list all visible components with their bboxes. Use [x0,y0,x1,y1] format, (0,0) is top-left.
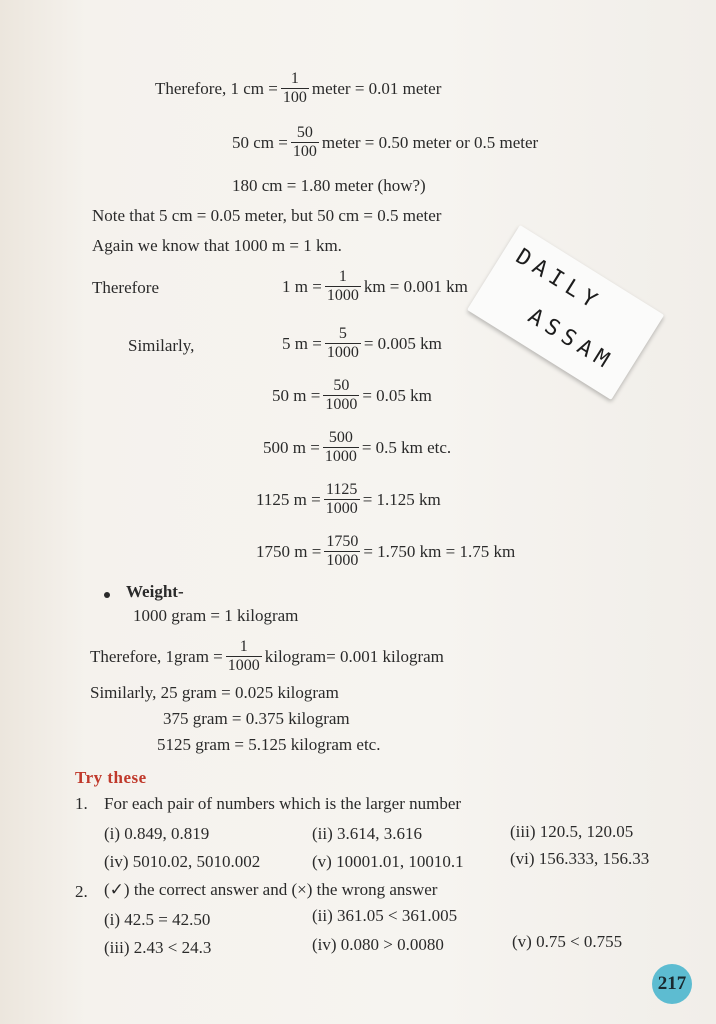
equation-180cm: 180 cm = 1.80 meter (how?) [232,176,426,195]
equation-50cm [232,124,538,161]
q2-option: (iii) 2.43 < 24.3 [104,938,212,957]
try-these-heading: Try these [75,768,147,787]
weight-5125: 5125 gram = 5.125 kilogram etc. [157,735,381,754]
equation-rhs: meter = 0.50 meter or 0.5 meter [321,132,539,152]
fraction: $\frac{1}{1000}$ [326,268,359,304]
q1-option: (vi) 156.333, 156.33 [510,849,650,868]
equation-rhs: meter = 0.01 meter [311,78,442,98]
q1-option: (v) 10001.01, 10010.1 [312,852,464,871]
fraction: $\frac{1}{1000}$ [227,638,260,674]
fraction: $\frac{1}{100}$ [282,70,307,106]
q1-number: 1. [75,794,88,813]
therefore-label: Therefore [92,278,160,297]
again-line: Again we know that 1000 m = 1 km. [92,236,342,255]
q2-number: 2. [75,882,88,901]
weight-base: 1000 gram = 1 kilogram [133,606,299,625]
q1-option: (ii) 3.614, 3.616 [312,824,423,843]
q2-option: (i) 42.5 = 42.50 [104,910,211,929]
equation-1125m: 1125 m = $\frac{1125}{1000}$ = 1.125 km [256,481,441,517]
q2-option: (ii) 361.05 < 361.005 [312,906,458,925]
q2-option: (iv) 0.080 > 0.0080 [312,935,444,954]
equation-1gram: Therefore, 1gram = $\frac{1}{1000}$ kilogram= 0.001 kilogram [90,638,444,674]
similarly-label: Similarly, [128,336,195,355]
page-number: 217 [652,964,692,1004]
fraction: $\frac{1750}{1000}$ [326,533,359,569]
fraction: $\frac{5}{1000}$ [326,325,359,361]
q1-option: (iii) 120.5, 120.05 [510,822,634,841]
fraction: $\frac{500}{1000}$ [324,429,357,465]
weight-similarly: Similarly, 25 gram = 0.025 kilogram [90,683,339,702]
fraction: $\frac{50}{100}$ [292,124,317,160]
equation-lhs: 50 cm = [232,132,288,152]
q2-option: (v) 0.75 < 0.755 [512,932,623,951]
weight-heading: Weight- [126,582,184,601]
q1-option: (i) 0.849, 0.819 [104,824,210,843]
equation-500m: 500 m = $\frac{500}{1000}$ = 0.5 km etc. [263,429,452,465]
equation-5m: 5 m = $\frac{5}{1000}$ = 0.005 km [282,325,442,361]
fraction: $\frac{1125}{1000}$ [325,481,358,517]
stamp-line-1: DAILY [511,244,607,317]
q1-option: (iv) 5010.02, 5010.002 [104,852,261,871]
equation-1750m: 1750 m = $\frac{1750}{1000}$ = 1.750 km = 1.75 km [256,533,516,569]
equation-1m: 1 m = $\frac{1}{1000}$ km = 0.001 km [282,268,468,304]
equation-lhs: Therefore, 1 cm = [155,78,278,98]
weight-375: 375 gram = 0.375 kilogram [163,709,350,728]
note-line: Note that 5 cm = 0.05 meter, but 50 cm = 0.5 meter [92,206,442,225]
q2-text: (✓) the correct answer and (×) the wrong answer [104,880,438,899]
stamp-line-2: ASSAM [523,303,619,377]
bullet-icon [104,592,110,598]
equation-1cm [155,70,441,107]
equation-50m: 50 m = $\frac{50}{1000}$ = 0.05 km [272,377,432,413]
q1-text: For each pair of numbers which is the larger number [104,794,462,813]
fraction: $\frac{50}{1000}$ [325,377,358,413]
